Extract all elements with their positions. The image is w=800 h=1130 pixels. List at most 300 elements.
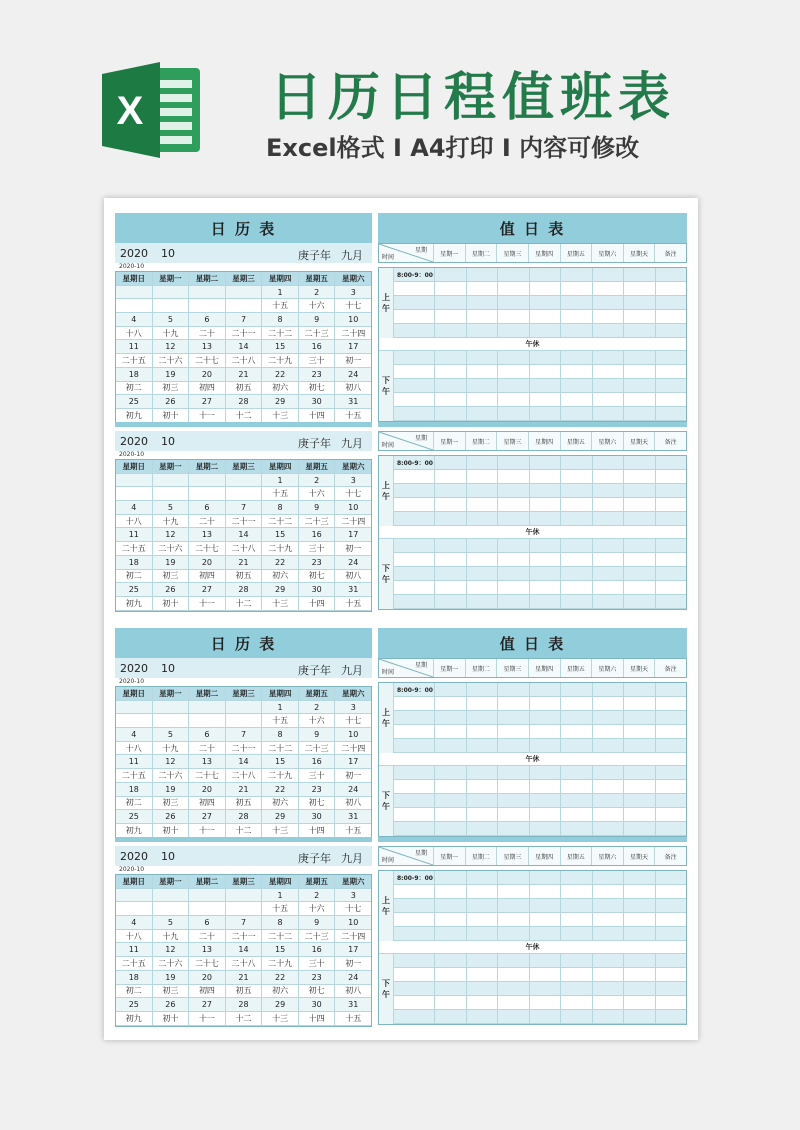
duty-cell[interactable]	[466, 581, 498, 595]
duty-cell[interactable]	[466, 780, 498, 794]
duty-cell[interactable]	[434, 581, 466, 595]
duty-cell[interactable]	[655, 407, 687, 421]
duty-cell[interactable]	[592, 282, 624, 296]
duty-cell[interactable]	[623, 968, 655, 982]
duty-cell[interactable]	[529, 470, 561, 484]
duty-cell[interactable]	[623, 484, 655, 498]
duty-cell[interactable]	[592, 739, 624, 753]
duty-cell[interactable]	[497, 379, 529, 393]
duty-cell[interactable]	[466, 954, 498, 968]
duty-cell[interactable]	[560, 711, 592, 725]
duty-cell[interactable]	[655, 456, 687, 470]
duty-cell[interactable]	[655, 996, 687, 1010]
duty-time-cell[interactable]	[394, 567, 434, 581]
duty-cell[interactable]	[655, 683, 687, 697]
duty-cell[interactable]	[497, 484, 529, 498]
duty-cell[interactable]	[497, 899, 529, 913]
duty-cell[interactable]	[623, 268, 655, 282]
duty-cell[interactable]	[592, 794, 624, 808]
duty-cell[interactable]	[623, 725, 655, 739]
duty-time-cell[interactable]	[394, 968, 434, 982]
duty-time-cell[interactable]	[394, 595, 434, 609]
duty-cell[interactable]	[560, 913, 592, 927]
duty-cell[interactable]	[592, 393, 624, 407]
duty-cell[interactable]	[560, 282, 592, 296]
duty-cell[interactable]	[434, 822, 466, 836]
duty-cell[interactable]	[560, 885, 592, 899]
duty-cell[interactable]	[560, 407, 592, 421]
duty-cell[interactable]	[529, 725, 561, 739]
duty-cell[interactable]	[655, 885, 687, 899]
duty-cell[interactable]	[529, 954, 561, 968]
duty-cell[interactable]	[529, 766, 561, 780]
duty-cell[interactable]	[560, 365, 592, 379]
duty-cell[interactable]	[655, 899, 687, 913]
duty-cell[interactable]	[434, 1010, 466, 1024]
duty-cell[interactable]	[560, 484, 592, 498]
duty-cell[interactable]	[434, 498, 466, 512]
duty-cell[interactable]	[592, 885, 624, 899]
duty-cell[interactable]	[592, 407, 624, 421]
duty-cell[interactable]	[560, 794, 592, 808]
duty-cell[interactable]	[560, 379, 592, 393]
duty-cell[interactable]	[466, 968, 498, 982]
duty-cell[interactable]	[529, 982, 561, 996]
duty-cell[interactable]	[434, 484, 466, 498]
duty-cell[interactable]	[560, 393, 592, 407]
duty-cell[interactable]	[623, 296, 655, 310]
duty-cell[interactable]	[655, 553, 687, 567]
duty-cell[interactable]	[623, 711, 655, 725]
duty-cell[interactable]	[592, 711, 624, 725]
duty-cell[interactable]	[529, 899, 561, 913]
duty-cell[interactable]	[592, 595, 624, 609]
duty-cell[interactable]	[434, 470, 466, 484]
duty-cell[interactable]	[623, 351, 655, 365]
duty-cell[interactable]	[623, 996, 655, 1010]
duty-cell[interactable]	[655, 379, 687, 393]
duty-cell[interactable]	[655, 1010, 687, 1024]
duty-cell[interactable]	[497, 407, 529, 421]
duty-cell[interactable]	[466, 553, 498, 567]
duty-cell[interactable]	[655, 954, 687, 968]
duty-cell[interactable]	[560, 456, 592, 470]
duty-time-cell[interactable]: 8:00-9：00	[394, 683, 434, 697]
duty-cell[interactable]	[529, 927, 561, 941]
duty-time-cell[interactable]	[394, 407, 434, 421]
duty-cell[interactable]	[592, 697, 624, 711]
duty-cell[interactable]	[592, 539, 624, 553]
duty-cell[interactable]	[434, 296, 466, 310]
duty-cell[interactable]	[655, 484, 687, 498]
duty-cell[interactable]	[655, 324, 687, 338]
duty-cell[interactable]	[434, 268, 466, 282]
duty-cell[interactable]	[623, 407, 655, 421]
duty-cell[interactable]	[529, 379, 561, 393]
duty-cell[interactable]	[623, 512, 655, 526]
duty-cell[interactable]	[623, 954, 655, 968]
duty-cell[interactable]	[560, 567, 592, 581]
duty-cell[interactable]	[592, 913, 624, 927]
duty-cell[interactable]	[497, 711, 529, 725]
duty-cell[interactable]	[529, 498, 561, 512]
duty-cell[interactable]	[655, 393, 687, 407]
duty-cell[interactable]	[497, 871, 529, 885]
duty-cell[interactable]	[466, 268, 498, 282]
duty-cell[interactable]	[529, 794, 561, 808]
duty-cell[interactable]	[466, 927, 498, 941]
duty-cell[interactable]	[497, 296, 529, 310]
duty-cell[interactable]	[592, 982, 624, 996]
duty-cell[interactable]	[529, 268, 561, 282]
duty-cell[interactable]	[655, 595, 687, 609]
duty-cell[interactable]	[497, 539, 529, 553]
duty-cell[interactable]	[529, 581, 561, 595]
duty-cell[interactable]	[623, 567, 655, 581]
duty-cell[interactable]	[497, 808, 529, 822]
duty-cell[interactable]	[560, 470, 592, 484]
duty-cell[interactable]	[655, 310, 687, 324]
duty-cell[interactable]	[592, 899, 624, 913]
duty-cell[interactable]	[655, 780, 687, 794]
duty-cell[interactable]	[592, 351, 624, 365]
duty-cell[interactable]	[529, 996, 561, 1010]
duty-cell[interactable]	[655, 470, 687, 484]
duty-cell[interactable]	[592, 296, 624, 310]
duty-cell[interactable]	[623, 927, 655, 941]
duty-time-cell[interactable]	[394, 324, 434, 338]
duty-cell[interactable]	[623, 822, 655, 836]
duty-cell[interactable]	[466, 794, 498, 808]
duty-cell[interactable]	[497, 351, 529, 365]
duty-cell[interactable]	[623, 794, 655, 808]
duty-cell[interactable]	[560, 982, 592, 996]
duty-cell[interactable]	[623, 310, 655, 324]
duty-cell[interactable]	[655, 539, 687, 553]
duty-cell[interactable]	[466, 725, 498, 739]
duty-cell[interactable]	[466, 871, 498, 885]
duty-cell[interactable]	[434, 567, 466, 581]
duty-cell[interactable]	[623, 808, 655, 822]
duty-cell[interactable]	[497, 282, 529, 296]
duty-time-cell[interactable]	[394, 725, 434, 739]
duty-time-cell[interactable]	[394, 982, 434, 996]
duty-cell[interactable]	[434, 351, 466, 365]
duty-cell[interactable]	[466, 393, 498, 407]
duty-cell[interactable]	[466, 822, 498, 836]
duty-cell[interactable]	[592, 766, 624, 780]
duty-cell[interactable]	[497, 927, 529, 941]
duty-time-cell[interactable]	[394, 808, 434, 822]
duty-time-cell[interactable]	[394, 780, 434, 794]
duty-cell[interactable]	[623, 1010, 655, 1024]
duty-cell[interactable]	[466, 379, 498, 393]
duty-time-cell[interactable]	[394, 766, 434, 780]
duty-cell[interactable]	[529, 365, 561, 379]
duty-cell[interactable]	[592, 456, 624, 470]
duty-cell[interactable]	[592, 268, 624, 282]
duty-cell[interactable]	[560, 927, 592, 941]
duty-cell[interactable]	[592, 512, 624, 526]
duty-cell[interactable]	[655, 365, 687, 379]
duty-cell[interactable]	[529, 711, 561, 725]
duty-cell[interactable]	[623, 379, 655, 393]
duty-cell[interactable]	[466, 982, 498, 996]
duty-cell[interactable]	[434, 512, 466, 526]
duty-cell[interactable]	[466, 766, 498, 780]
duty-cell[interactable]	[560, 822, 592, 836]
duty-cell[interactable]	[560, 954, 592, 968]
duty-cell[interactable]	[497, 470, 529, 484]
duty-time-cell[interactable]: 8:00-9：00	[394, 268, 434, 282]
duty-cell[interactable]	[497, 683, 529, 697]
duty-cell[interactable]	[623, 885, 655, 899]
duty-cell[interactable]	[529, 595, 561, 609]
duty-cell[interactable]	[434, 697, 466, 711]
duty-cell[interactable]	[529, 296, 561, 310]
duty-cell[interactable]	[655, 512, 687, 526]
duty-cell[interactable]	[623, 581, 655, 595]
duty-cell[interactable]	[497, 393, 529, 407]
duty-time-cell[interactable]	[394, 393, 434, 407]
duty-cell[interactable]	[497, 365, 529, 379]
duty-cell[interactable]	[529, 1010, 561, 1024]
duty-cell[interactable]	[466, 996, 498, 1010]
duty-cell[interactable]	[466, 296, 498, 310]
duty-cell[interactable]	[497, 913, 529, 927]
duty-cell[interactable]	[497, 268, 529, 282]
duty-cell[interactable]	[466, 324, 498, 338]
duty-cell[interactable]	[497, 567, 529, 581]
duty-cell[interactable]	[623, 780, 655, 794]
duty-cell[interactable]	[623, 871, 655, 885]
duty-cell[interactable]	[434, 365, 466, 379]
duty-cell[interactable]	[623, 553, 655, 567]
duty-cell[interactable]	[560, 581, 592, 595]
duty-cell[interactable]	[466, 365, 498, 379]
duty-cell[interactable]	[466, 498, 498, 512]
duty-cell[interactable]	[560, 351, 592, 365]
duty-cell[interactable]	[497, 822, 529, 836]
duty-cell[interactable]	[497, 512, 529, 526]
duty-cell[interactable]	[623, 766, 655, 780]
duty-cell[interactable]	[655, 282, 687, 296]
duty-cell[interactable]	[434, 456, 466, 470]
duty-cell[interactable]	[497, 794, 529, 808]
duty-cell[interactable]	[434, 393, 466, 407]
duty-cell[interactable]	[529, 968, 561, 982]
duty-cell[interactable]	[623, 683, 655, 697]
duty-cell[interactable]	[466, 885, 498, 899]
duty-cell[interactable]	[497, 954, 529, 968]
duty-cell[interactable]	[560, 1010, 592, 1024]
duty-cell[interactable]	[592, 567, 624, 581]
duty-cell[interactable]	[655, 351, 687, 365]
duty-cell[interactable]	[529, 885, 561, 899]
duty-cell[interactable]	[623, 739, 655, 753]
duty-cell[interactable]	[497, 780, 529, 794]
duty-cell[interactable]	[592, 683, 624, 697]
duty-cell[interactable]	[466, 282, 498, 296]
duty-cell[interactable]	[529, 407, 561, 421]
duty-cell[interactable]	[434, 379, 466, 393]
duty-cell[interactable]	[560, 310, 592, 324]
duty-cell[interactable]	[434, 282, 466, 296]
duty-cell[interactable]	[529, 282, 561, 296]
duty-cell[interactable]	[623, 456, 655, 470]
duty-time-cell[interactable]	[394, 553, 434, 567]
duty-cell[interactable]	[655, 498, 687, 512]
duty-cell[interactable]	[623, 498, 655, 512]
duty-cell[interactable]	[592, 470, 624, 484]
duty-cell[interactable]	[529, 351, 561, 365]
duty-cell[interactable]	[529, 456, 561, 470]
duty-cell[interactable]	[655, 871, 687, 885]
duty-cell[interactable]	[497, 766, 529, 780]
duty-cell[interactable]	[560, 595, 592, 609]
duty-cell[interactable]	[623, 282, 655, 296]
duty-cell[interactable]	[497, 885, 529, 899]
duty-cell[interactable]	[529, 871, 561, 885]
duty-time-cell[interactable]	[394, 296, 434, 310]
duty-cell[interactable]	[529, 484, 561, 498]
duty-cell[interactable]	[560, 808, 592, 822]
duty-cell[interactable]	[497, 498, 529, 512]
duty-cell[interactable]	[497, 553, 529, 567]
duty-cell[interactable]	[434, 553, 466, 567]
duty-time-cell[interactable]	[394, 697, 434, 711]
duty-cell[interactable]	[434, 407, 466, 421]
duty-cell[interactable]	[655, 808, 687, 822]
duty-cell[interactable]	[497, 725, 529, 739]
duty-cell[interactable]	[497, 982, 529, 996]
duty-cell[interactable]	[592, 553, 624, 567]
duty-cell[interactable]	[434, 899, 466, 913]
duty-cell[interactable]	[529, 553, 561, 567]
duty-cell[interactable]	[655, 739, 687, 753]
duty-cell[interactable]	[497, 1010, 529, 1024]
duty-cell[interactable]	[655, 766, 687, 780]
duty-cell[interactable]	[623, 697, 655, 711]
duty-cell[interactable]	[466, 683, 498, 697]
duty-cell[interactable]	[497, 739, 529, 753]
duty-time-cell[interactable]	[394, 470, 434, 484]
duty-cell[interactable]	[434, 996, 466, 1010]
duty-cell[interactable]	[529, 913, 561, 927]
duty-cell[interactable]	[434, 885, 466, 899]
duty-cell[interactable]	[655, 711, 687, 725]
duty-cell[interactable]	[434, 871, 466, 885]
duty-cell[interactable]	[592, 927, 624, 941]
duty-time-cell[interactable]	[394, 351, 434, 365]
duty-cell[interactable]	[560, 871, 592, 885]
duty-cell[interactable]	[560, 498, 592, 512]
duty-cell[interactable]	[466, 808, 498, 822]
duty-cell[interactable]	[623, 913, 655, 927]
duty-time-cell[interactable]	[394, 885, 434, 899]
duty-cell[interactable]	[434, 739, 466, 753]
duty-cell[interactable]	[655, 581, 687, 595]
duty-cell[interactable]	[529, 697, 561, 711]
duty-cell[interactable]	[560, 899, 592, 913]
duty-cell[interactable]	[560, 725, 592, 739]
duty-cell[interactable]	[466, 470, 498, 484]
duty-cell[interactable]	[623, 324, 655, 338]
duty-cell[interactable]	[434, 539, 466, 553]
duty-time-cell[interactable]	[394, 379, 434, 393]
duty-time-cell[interactable]	[394, 954, 434, 968]
duty-cell[interactable]	[560, 780, 592, 794]
duty-cell[interactable]	[466, 407, 498, 421]
duty-cell[interactable]	[529, 739, 561, 753]
duty-cell[interactable]	[434, 780, 466, 794]
duty-time-cell[interactable]	[394, 498, 434, 512]
duty-cell[interactable]	[497, 581, 529, 595]
duty-cell[interactable]	[560, 324, 592, 338]
duty-cell[interactable]	[529, 780, 561, 794]
duty-cell[interactable]	[529, 393, 561, 407]
duty-cell[interactable]	[623, 899, 655, 913]
duty-cell[interactable]	[434, 794, 466, 808]
duty-time-cell[interactable]	[394, 822, 434, 836]
duty-cell[interactable]	[466, 899, 498, 913]
duty-time-cell[interactable]	[394, 1010, 434, 1024]
duty-cell[interactable]	[655, 822, 687, 836]
duty-cell[interactable]	[466, 913, 498, 927]
duty-cell[interactable]	[434, 954, 466, 968]
duty-cell[interactable]	[592, 310, 624, 324]
duty-time-cell[interactable]	[394, 739, 434, 753]
duty-cell[interactable]	[560, 512, 592, 526]
duty-cell[interactable]	[623, 539, 655, 553]
duty-cell[interactable]	[560, 553, 592, 567]
duty-cell[interactable]	[466, 512, 498, 526]
duty-cell[interactable]	[529, 310, 561, 324]
duty-cell[interactable]	[592, 324, 624, 338]
duty-cell[interactable]	[592, 968, 624, 982]
duty-cell[interactable]	[497, 456, 529, 470]
duty-cell[interactable]	[592, 1010, 624, 1024]
duty-time-cell[interactable]	[394, 484, 434, 498]
duty-time-cell[interactable]	[394, 365, 434, 379]
duty-time-cell[interactable]	[394, 310, 434, 324]
duty-cell[interactable]	[497, 996, 529, 1010]
duty-cell[interactable]	[592, 725, 624, 739]
duty-cell[interactable]	[497, 697, 529, 711]
duty-cell[interactable]	[560, 268, 592, 282]
duty-cell[interactable]	[592, 365, 624, 379]
duty-cell[interactable]	[497, 968, 529, 982]
duty-cell[interactable]	[434, 913, 466, 927]
duty-cell[interactable]	[466, 567, 498, 581]
duty-cell[interactable]	[592, 498, 624, 512]
duty-cell[interactable]	[623, 365, 655, 379]
duty-cell[interactable]	[434, 595, 466, 609]
duty-cell[interactable]	[592, 379, 624, 393]
duty-cell[interactable]	[655, 697, 687, 711]
duty-cell[interactable]	[529, 539, 561, 553]
duty-cell[interactable]	[497, 310, 529, 324]
duty-cell[interactable]	[466, 739, 498, 753]
duty-cell[interactable]	[434, 927, 466, 941]
duty-cell[interactable]	[434, 808, 466, 822]
duty-cell[interactable]	[466, 539, 498, 553]
duty-cell[interactable]	[434, 683, 466, 697]
duty-cell[interactable]	[560, 539, 592, 553]
duty-cell[interactable]	[466, 711, 498, 725]
duty-cell[interactable]	[466, 456, 498, 470]
duty-cell[interactable]	[655, 968, 687, 982]
